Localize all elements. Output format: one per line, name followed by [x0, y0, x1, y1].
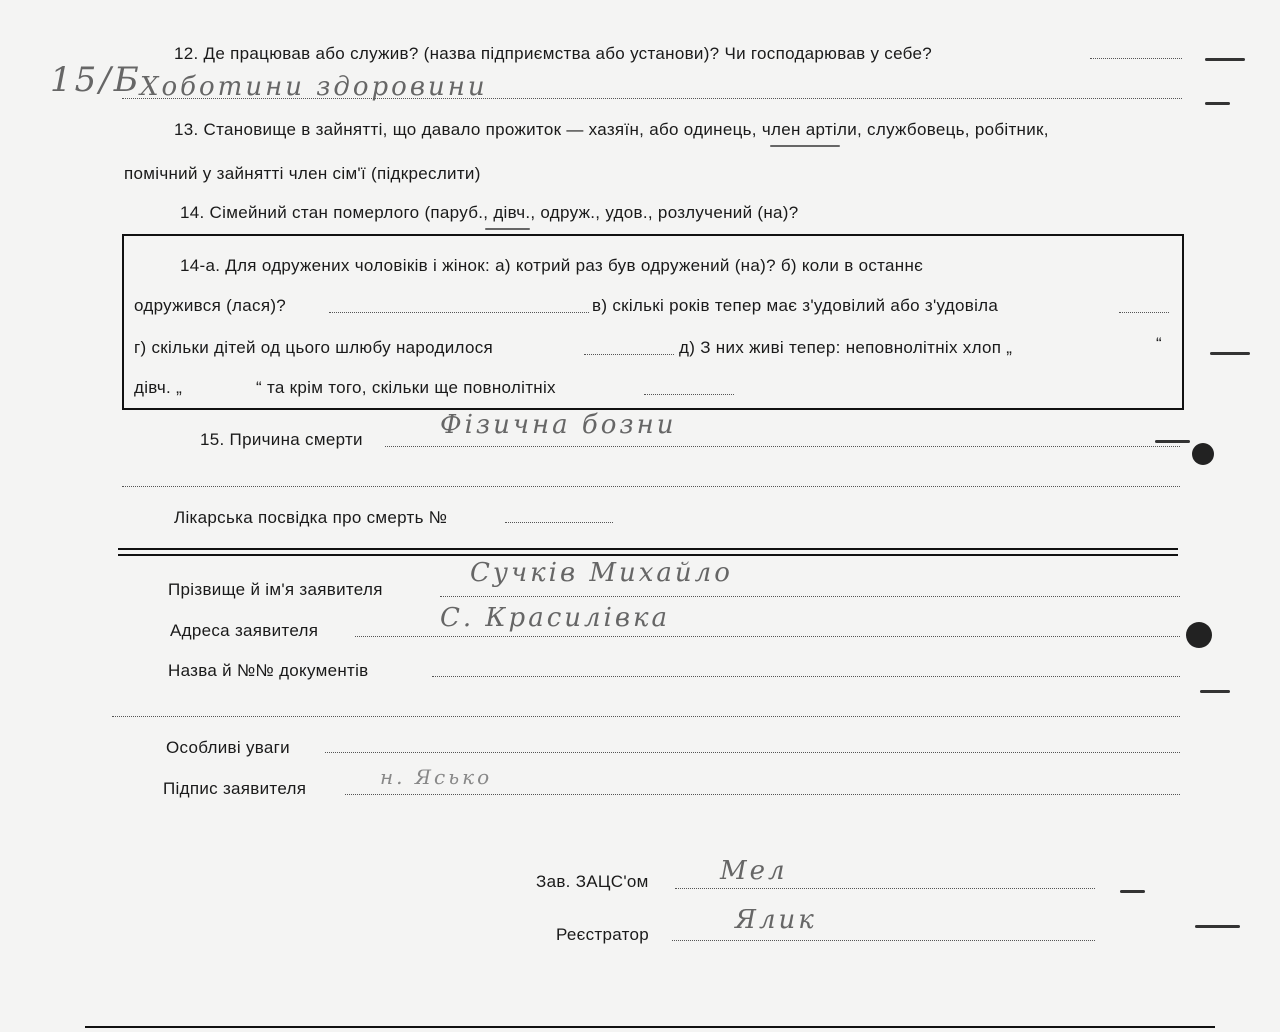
applicant-address-label: Адреса заявителя	[170, 621, 319, 640]
margin-note: 15/Б	[50, 60, 142, 100]
head-label: Зав. ЗАЦС'ом	[536, 872, 649, 891]
q13-line2: помічний у зайнятті член сім'ї (підкреслити)	[124, 164, 481, 183]
field-line	[122, 486, 1180, 487]
q14a-line4a: дівч. „	[134, 378, 183, 397]
q12-line-2	[122, 98, 1182, 99]
binding-mark	[1195, 925, 1240, 928]
binding-mark	[1155, 440, 1190, 443]
binding-hole	[1186, 622, 1212, 648]
q14a-line2a: одружився (лася)?	[134, 296, 287, 315]
registrar-label: Реєстратор	[556, 925, 650, 944]
field-line	[432, 676, 1180, 677]
q14a-line2b: в) скількі років тепер має з'удовілий або з'удовіла	[592, 296, 999, 315]
registrar-signature: Ялик	[735, 905, 817, 935]
field-line	[325, 752, 1180, 753]
field-line	[672, 940, 1095, 941]
q12-answer: Хоботини здоровини	[140, 72, 488, 102]
medical-label: Лікарська посвідка про смерть №	[174, 508, 448, 527]
q14a-line3c: “	[1156, 334, 1162, 353]
binding-mark	[1210, 352, 1250, 355]
field-line	[385, 446, 1180, 447]
underline-mark	[485, 228, 530, 230]
signature-label: Підпис заявителя	[163, 779, 307, 798]
q12-line	[1090, 58, 1182, 59]
field-line	[505, 522, 613, 523]
applicant-address-value: С. Красилівка	[440, 603, 671, 633]
binding-mark	[1205, 58, 1245, 61]
divider	[118, 548, 1178, 550]
q14a-line4b: “ та крім того, скільки ще повнолітніх	[256, 378, 556, 397]
q14a-line3a: г) скільки дітей од цього шлюбу народилося	[134, 338, 494, 357]
head-signature: Мел	[720, 856, 788, 886]
divider	[118, 554, 1178, 556]
q14a-line1: 14-а. Для одружених чоловіків і жінок: а) котрий раз був одружений (на)? б) коли в останнє	[180, 256, 924, 275]
field-line	[329, 312, 589, 313]
field-line	[584, 354, 674, 355]
applicant-name-value: Сучків Михайло	[470, 558, 733, 588]
q12-label: 12. Де працював або служив? (назва підприємства або установи)? Чи господарював у себе?	[174, 44, 933, 63]
bottom-rule	[85, 1026, 1215, 1028]
applicant-name-label: Прізвище й ім'я заявителя	[168, 580, 383, 599]
binding-mark	[1200, 690, 1230, 693]
field-line	[675, 888, 1095, 889]
notes-label: Особливі уваги	[166, 738, 290, 757]
underline-mark	[770, 145, 840, 147]
documents-label: Назва й №№ документів	[168, 661, 369, 680]
field-line	[1119, 312, 1169, 313]
applicant-signature: н. Ясько	[380, 765, 493, 789]
field-line	[112, 716, 1180, 717]
binding-mark	[1120, 890, 1145, 893]
field-line	[345, 794, 1180, 795]
q15-answer: Фізична бозни	[440, 410, 677, 440]
q13-line1: 13. Становище в зайнятті, що давало прожиток — хазяїн, або одинець, член артіли, службовець, робітник,	[174, 120, 1049, 139]
field-line	[355, 636, 1180, 637]
field-line	[440, 596, 1180, 597]
q14-label: 14. Сімейний стан померлого (паруб., дівч., одруж., удов., розлучений (на)?	[180, 203, 799, 222]
binding-hole	[1192, 443, 1214, 465]
q15-label: 15. Причина смерти	[200, 430, 363, 449]
field-line	[644, 394, 734, 395]
q14a-line3b: д) З них живі тепер: неповнолітніх хлоп „	[679, 338, 1013, 357]
q14a-box	[122, 234, 1184, 410]
binding-mark	[1205, 102, 1230, 105]
